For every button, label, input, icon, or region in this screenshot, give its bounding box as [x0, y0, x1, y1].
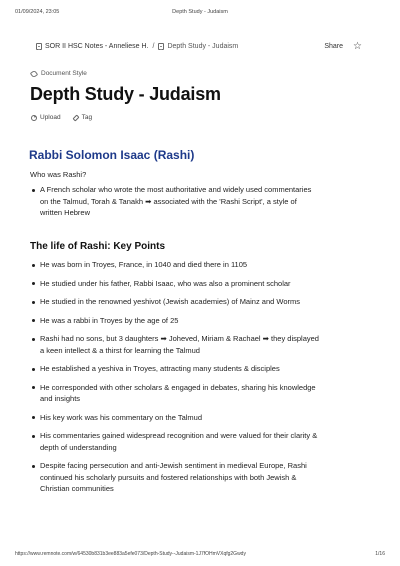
- list-item: A French scholar who wrote the most authoritative and widely used commentaries on the Talmud, Torah & Tanakh ➡ associated with the 'Rashi Script', a style of written Hebrew: [30, 184, 320, 219]
- page-title: Depth Study - Judaism: [30, 84, 221, 104]
- list-item: His key work was his commentary on the Talmud: [30, 412, 320, 424]
- document-style-button[interactable]: [31, 70, 87, 77]
- breadcrumb-separator: /: [152, 43, 155, 50]
- tag-label: Tag: [81, 114, 93, 121]
- top-bar: [36, 43, 362, 55]
- list-item: He studied in the renowned yeshivot (Jewish academies) of Mainz and Worms: [30, 296, 320, 308]
- print-page-number: 1/16: [375, 551, 385, 557]
- list-item: He studied under his father, Rabbi Isaac, who was also a prominent scholar: [30, 278, 320, 290]
- print-header: [15, 9, 385, 19]
- breadcrumb-parent-label: SOR II HSC Notes - Anneliese H.: [45, 43, 149, 50]
- breadcrumb-parent[interactable]: [36, 43, 148, 50]
- tag-icon: [72, 114, 79, 121]
- list-item: He was a rabbi in Troyes by the age of 25: [30, 315, 320, 327]
- tag-button[interactable]: [73, 114, 92, 121]
- share-button[interactable]: Share: [324, 43, 343, 50]
- breadcrumb: [36, 43, 238, 50]
- breadcrumb-current-label: Depth Study - Judaism: [167, 43, 239, 50]
- star-icon[interactable]: ☆: [353, 41, 362, 52]
- question-text: Who was Rashi?: [30, 170, 87, 179]
- section-heading: Rabbi Solomon Isaac (Rashi): [29, 148, 195, 162]
- list-item: He established a yeshiva in Troyes, attracting many students & disciples: [30, 363, 320, 375]
- document-icon: [158, 43, 164, 50]
- life-list: [30, 259, 320, 495]
- answer-list: [30, 184, 320, 219]
- brush-icon: [30, 69, 38, 77]
- life-heading: The life of Rashi: Key Points: [30, 241, 166, 252]
- document-style-label: Document Style: [41, 70, 87, 77]
- document-icon: [36, 43, 42, 50]
- breadcrumb-current[interactable]: [158, 43, 238, 50]
- print-url: https://www.remnote.com/w/64530b831b3ee883a5efe073/Depth-Study--Judaism-1J7fOHmVXqfg2Gwdy: [15, 551, 246, 557]
- list-item: He corresponded with other scholars & engaged in debates, sharing his knowledge and insights: [30, 382, 320, 405]
- list-item: He was born in Troyes, France, in 1040 and died there in 1105: [30, 259, 320, 271]
- list-item: Rashi had no sons, but 3 daughters ➡ Joheved, Miriam & Rachael ➡ they displayed a keen intellect & a thirst for learning the Talmud: [30, 333, 320, 356]
- document-actions: [31, 114, 104, 121]
- list-item: His commentaries gained widespread recognition and were valued for their clarity & depth of understanding: [30, 430, 320, 453]
- list-item: Despite facing persecution and anti-Jewish sentiment in medieval Europe, Rashi continued his scholarly pursuits and fostered relationships with both Jewish & Christian communities: [30, 460, 320, 495]
- upload-label: Upload: [40, 114, 61, 121]
- print-date: 01/09/2024, 23:05: [15, 9, 60, 15]
- upload-icon: [31, 115, 37, 121]
- print-footer: [15, 551, 385, 559]
- print-title: Depth Study - Judaism: [172, 9, 228, 15]
- upload-button[interactable]: [31, 114, 61, 121]
